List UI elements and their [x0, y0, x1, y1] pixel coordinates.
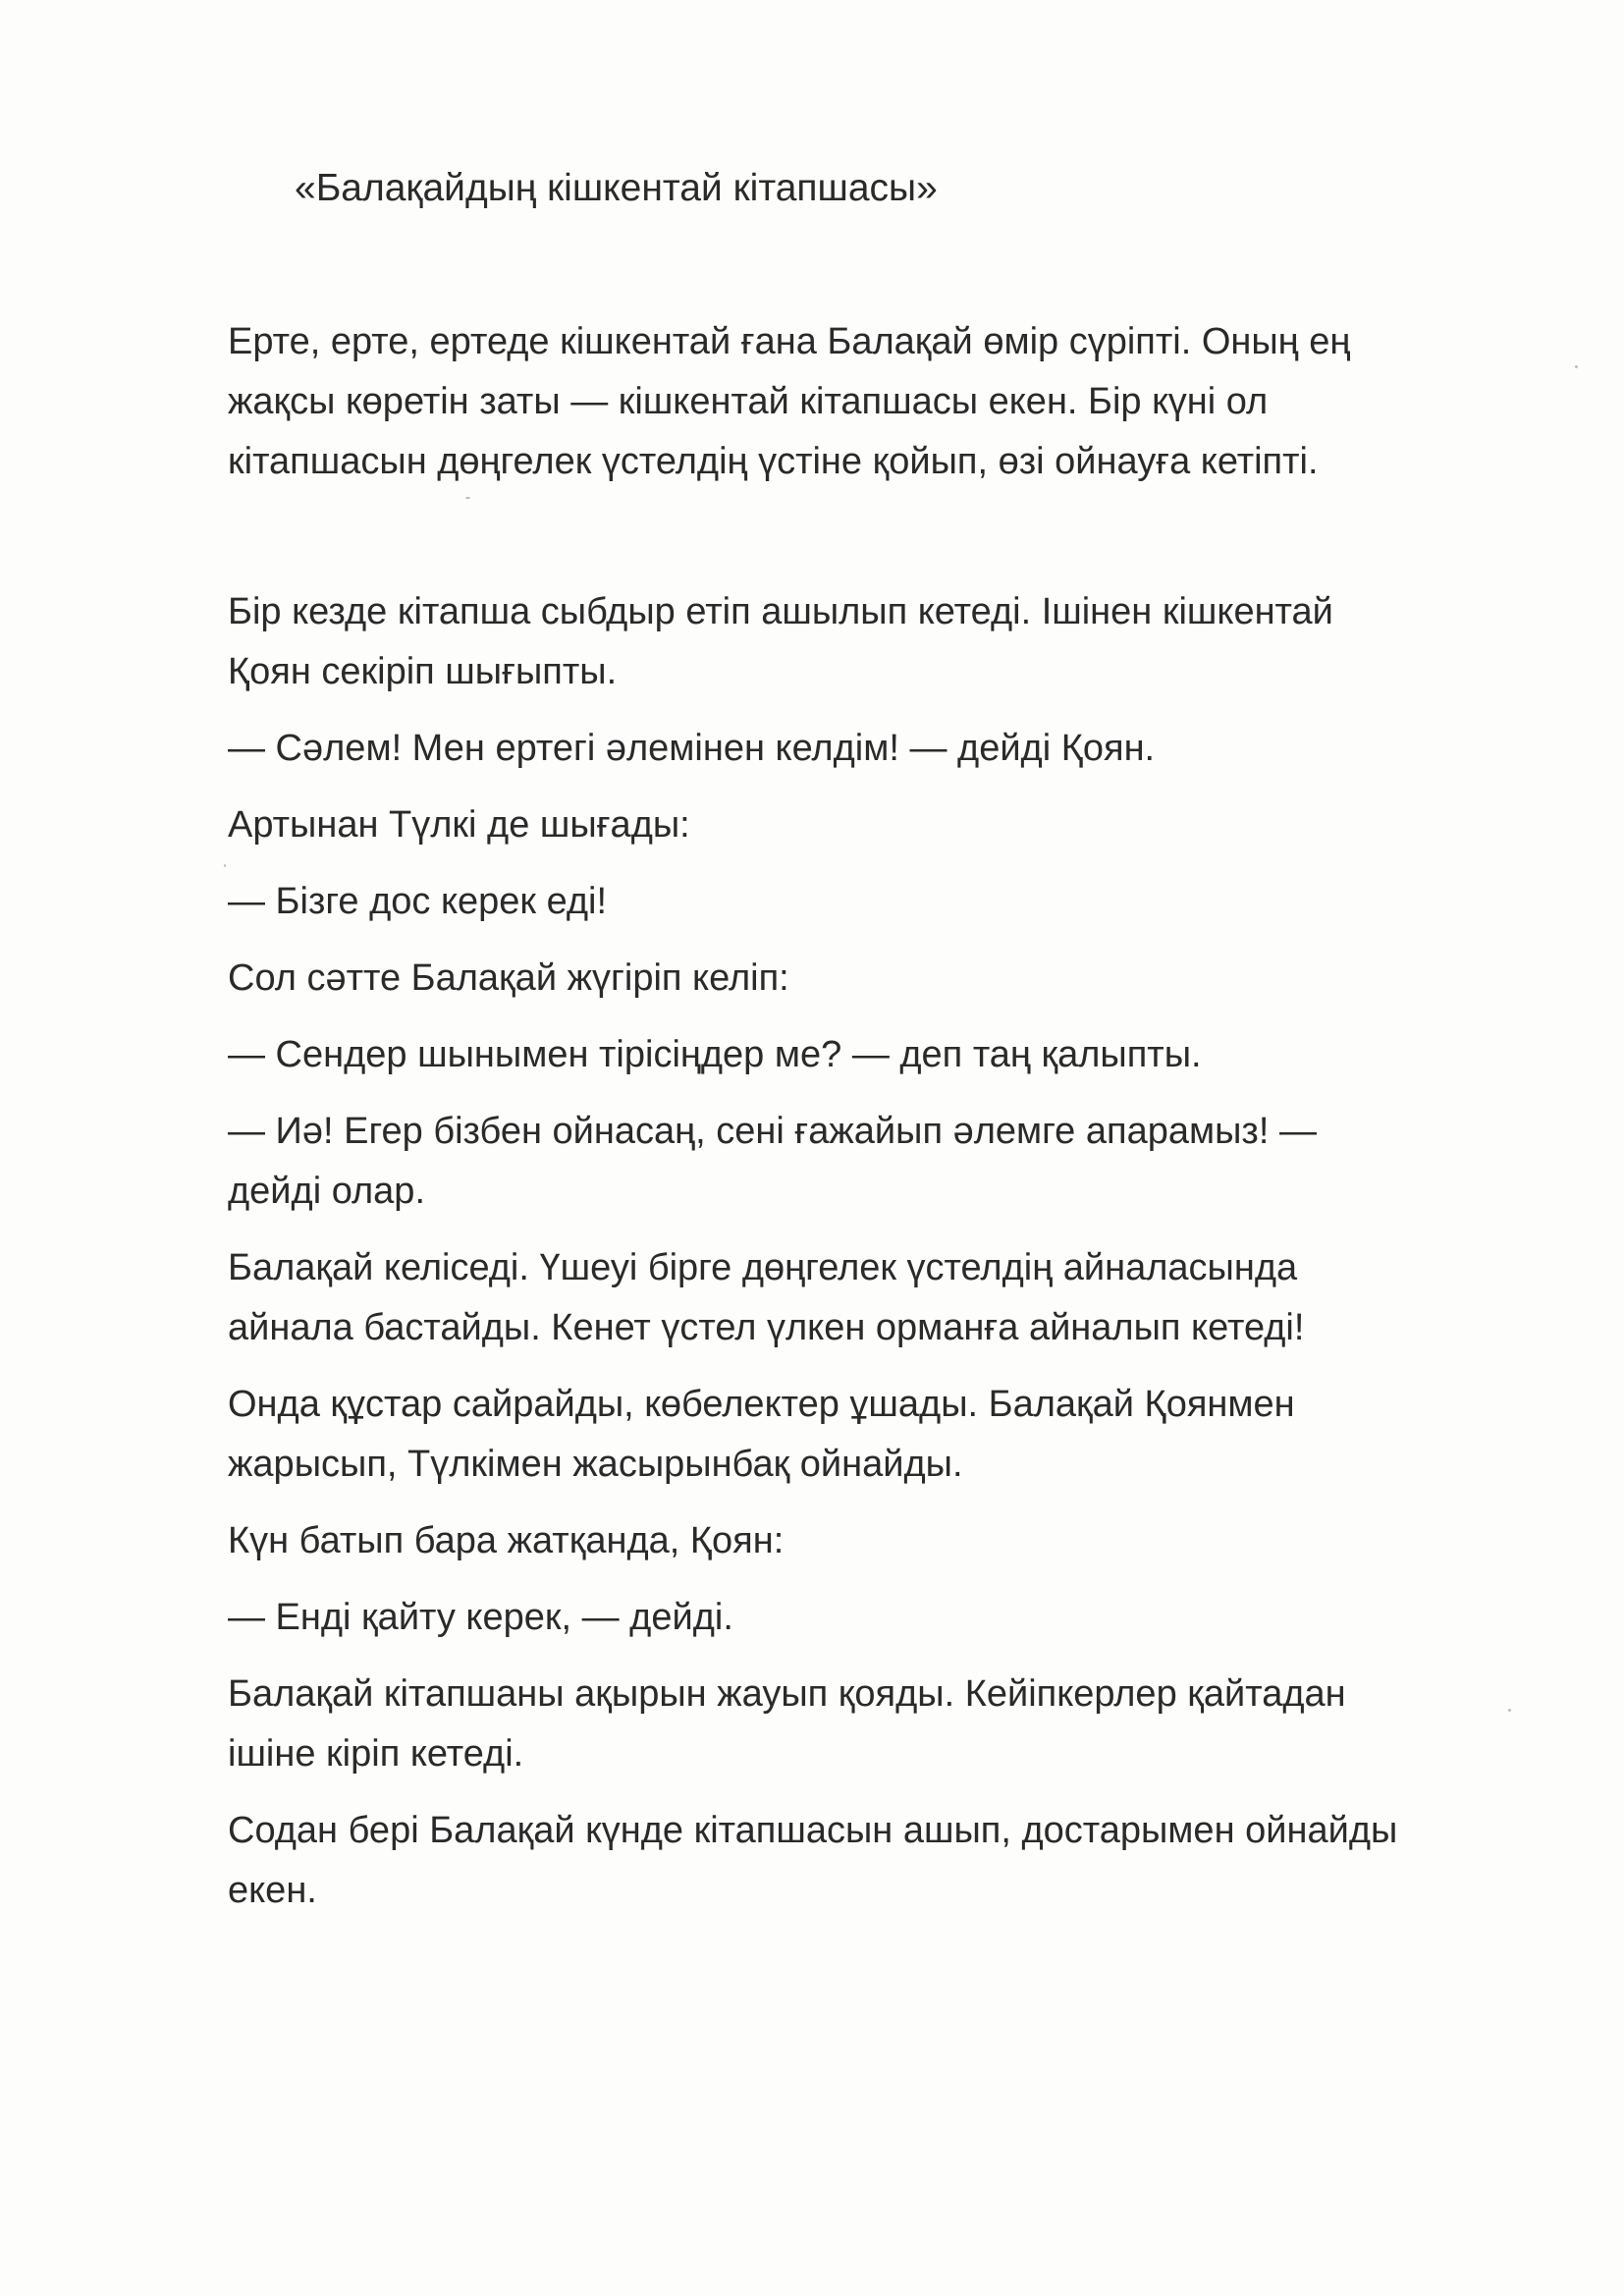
paragraph-line: дейді олар. — [228, 1171, 426, 1212]
paragraph-line: Бір кезде кітапша сыбдыр етіп ашылып кетеді. Ішінен кішкентай — [228, 591, 1333, 632]
scan-speck — [224, 864, 226, 867]
paragraph-line: екен. — [228, 1870, 317, 1911]
paragraph-line: жақсы көретін заты — кішкентай кітапшасы екен. Бір күні ол — [228, 381, 1269, 422]
paragraph-line: Сол сәтте Балақай жүгіріп келіп: — [228, 957, 789, 999]
paragraph-line: ішіне кіріп кетеді. — [228, 1733, 524, 1775]
paragraph-3 — [228, 719, 1504, 779]
paragraph-6 — [228, 949, 1504, 1009]
paragraph-line: — Сендер шынымен тірісіңдер ме? — деп таң қалыпты. — [228, 1034, 1202, 1075]
document-title: «Балақайдың кішкентай кітапшасы» — [295, 167, 938, 209]
paragraph-line: айнала бастайды. Кенет үстел үлкен орманға айналып кетеді! — [228, 1307, 1305, 1348]
paragraph-line: — Иә! Егер бізбен ойнасаң, сені ғажайып әлемге апарамыз! — — [228, 1111, 1317, 1152]
scan-speck — [1508, 1709, 1511, 1712]
paragraph-line: жарысып, Түлкімен жасырынбақ ойнайды. — [228, 1444, 963, 1485]
paragraph-line: Артынан Түлкі де шығады: — [228, 804, 690, 846]
paragraph-line: — Сәлем! Мен ертегі әлемінен келдім! — дейді Қоян. — [228, 728, 1156, 769]
paragraph-7 — [228, 1025, 1504, 1085]
paragraph-10 — [228, 1375, 1504, 1495]
paragraph-line: кітапшасын дөңгелек үстелдің үстіне қойып, өзі ойнауға кетіпті. — [228, 441, 1319, 482]
paragraph-line: Онда құстар сайрайды, көбелектер ұшады. Балақай Қоянмен — [228, 1384, 1295, 1425]
paragraph-13 — [228, 1665, 1504, 1784]
paragraph-line: Балақай кітапшаны ақырын жауып қояды. Кейіпкерлер қайтадан — [228, 1673, 1346, 1715]
paragraph-line: Балақай келіседі. Үшеуі бірге дөңгелек үстелдің айналасында — [228, 1247, 1298, 1288]
paragraph-line: Содан бері Балақай күнде кітапшасын ашып, достарымен ойнайды — [228, 1810, 1398, 1851]
paragraph-line: — Енді қайту керек, — дейді. — [228, 1597, 733, 1638]
paragraph-line: — Бізге дос керек еді! — [228, 881, 608, 922]
paragraph-9 — [228, 1238, 1504, 1358]
paragraph-line: Ерте, ерте, ертеде кішкентай ғана Балақай өмір сүріпті. Оның ең — [228, 321, 1351, 362]
scan-speck — [465, 497, 470, 499]
document-body — [228, 312, 1504, 1938]
paragraph-line: Күн батып бара жатқанда, Қоян: — [228, 1520, 785, 1561]
paragraph-1 — [228, 312, 1504, 492]
paragraph-11 — [228, 1511, 1504, 1571]
paragraph-4 — [228, 795, 1504, 855]
paragraph-8 — [228, 1102, 1504, 1222]
paragraph-14 — [228, 1801, 1504, 1921]
paragraph-2 — [228, 582, 1504, 702]
paragraph-12 — [228, 1588, 1504, 1648]
paragraph-line: Қоян секіріп шығыпты. — [228, 651, 618, 692]
paragraph-5 — [228, 872, 1504, 932]
scan-speck — [1575, 365, 1578, 368]
